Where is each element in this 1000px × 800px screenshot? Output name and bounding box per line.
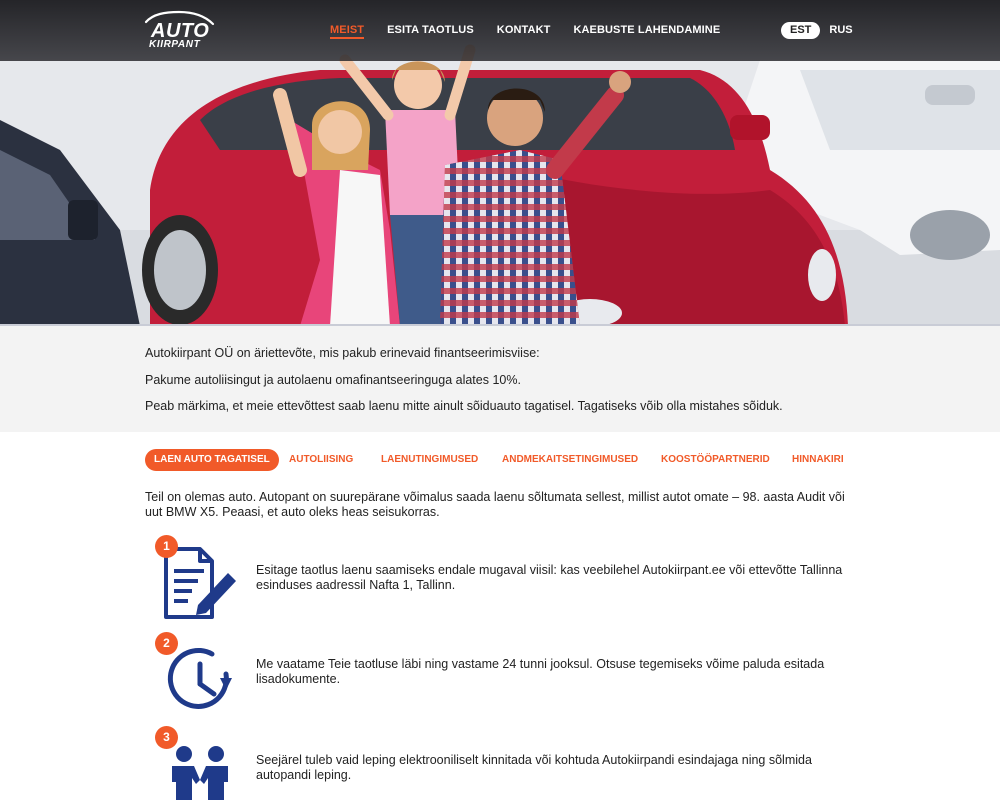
tab-koostoopartnerid[interactable]: KOOSTÖÖPARTNERID — [661, 454, 770, 465]
intro-line: Autokiirpant OÜ on äriettevõte, mis pakub erinevaid finantseerimisviise: — [145, 346, 540, 360]
language-est-button[interactable]: EST — [781, 22, 820, 39]
nav-item-esita-taotlus[interactable]: ESITA TAOTLUS — [387, 24, 474, 36]
language-switcher — [781, 22, 862, 39]
intro-line: Peab märkima, et meie ettevõttest saab laenu mitte ainult sõiduauto tagatisel. Tagatiseks võib olla mistahes sõiduk. — [145, 399, 783, 413]
tab-autoliising[interactable]: AUTOLIISING — [289, 454, 354, 465]
tab-laen-auto-tagatisel[interactable]: LAEN AUTO TAGATISEL — [145, 449, 279, 471]
site-logo[interactable] — [143, 10, 217, 52]
intro-line: Pakume autoliisingut ja autolaenu omafinantseeringuga alates 10%. — [145, 373, 521, 387]
logo-word-auto: AUTO — [151, 20, 210, 42]
intro-section — [0, 326, 1000, 432]
step-number-badge: 3 — [155, 726, 178, 749]
step-text: Esitage taotlus laenu saamiseks endale mugaval viisil: kas veebilehel Autokiirpant.ee või ettevõtte Tallinna esinduses aadressil Nafta 1, Tallinn. — [256, 563, 843, 592]
main-navigation — [330, 0, 743, 61]
logo-word-kiirpant: KIIRPANT — [149, 39, 201, 50]
step-text: Seejärel tuleb vaid leping elektrooniliselt kinnitada või kohtuda Autokiirpandi esindajaga ning sõlmida autopandi leping. — [256, 753, 812, 782]
step-number-badge: 2 — [155, 632, 178, 655]
step-item — [150, 632, 860, 722]
step-item — [150, 726, 860, 800]
lead-paragraph: Teil on olemas auto. Autopant on suurepärane võimalus saada laenu sõltumata sellest, millist autot omate – 98. aasta Audit või uut BMW X5. Peaasi, et auto oleks heas seisukorras. — [145, 490, 845, 519]
nav-item-kaebuste-lahendamine[interactable]: KAEBUSTE LAHENDAMINE — [573, 24, 721, 36]
content-tabs — [145, 449, 855, 471]
nav-item-kontakt[interactable]: KONTAKT — [496, 24, 551, 36]
step-text: Me vaatame Teie taotluse läbi ning vastame 24 tunni jooksul. Otsuse tegemiseks võime paluda esitada lisadokumente. — [256, 657, 825, 686]
tab-laenutingimused[interactable]: LAENUTINGIMUSED — [381, 454, 479, 465]
language-rus-button[interactable]: RUS — [829, 24, 853, 36]
step-item — [150, 535, 860, 625]
top-header — [0, 0, 1000, 61]
nav-item-meist[interactable]: MEIST — [330, 0, 364, 61]
tab-andmekaitsetingimused[interactable]: ANDMEKAITSETINGIMUSED — [502, 454, 639, 465]
step-number-badge: 1 — [155, 535, 178, 558]
tab-hinnakiri[interactable]: HINNAKIRI — [792, 454, 844, 465]
